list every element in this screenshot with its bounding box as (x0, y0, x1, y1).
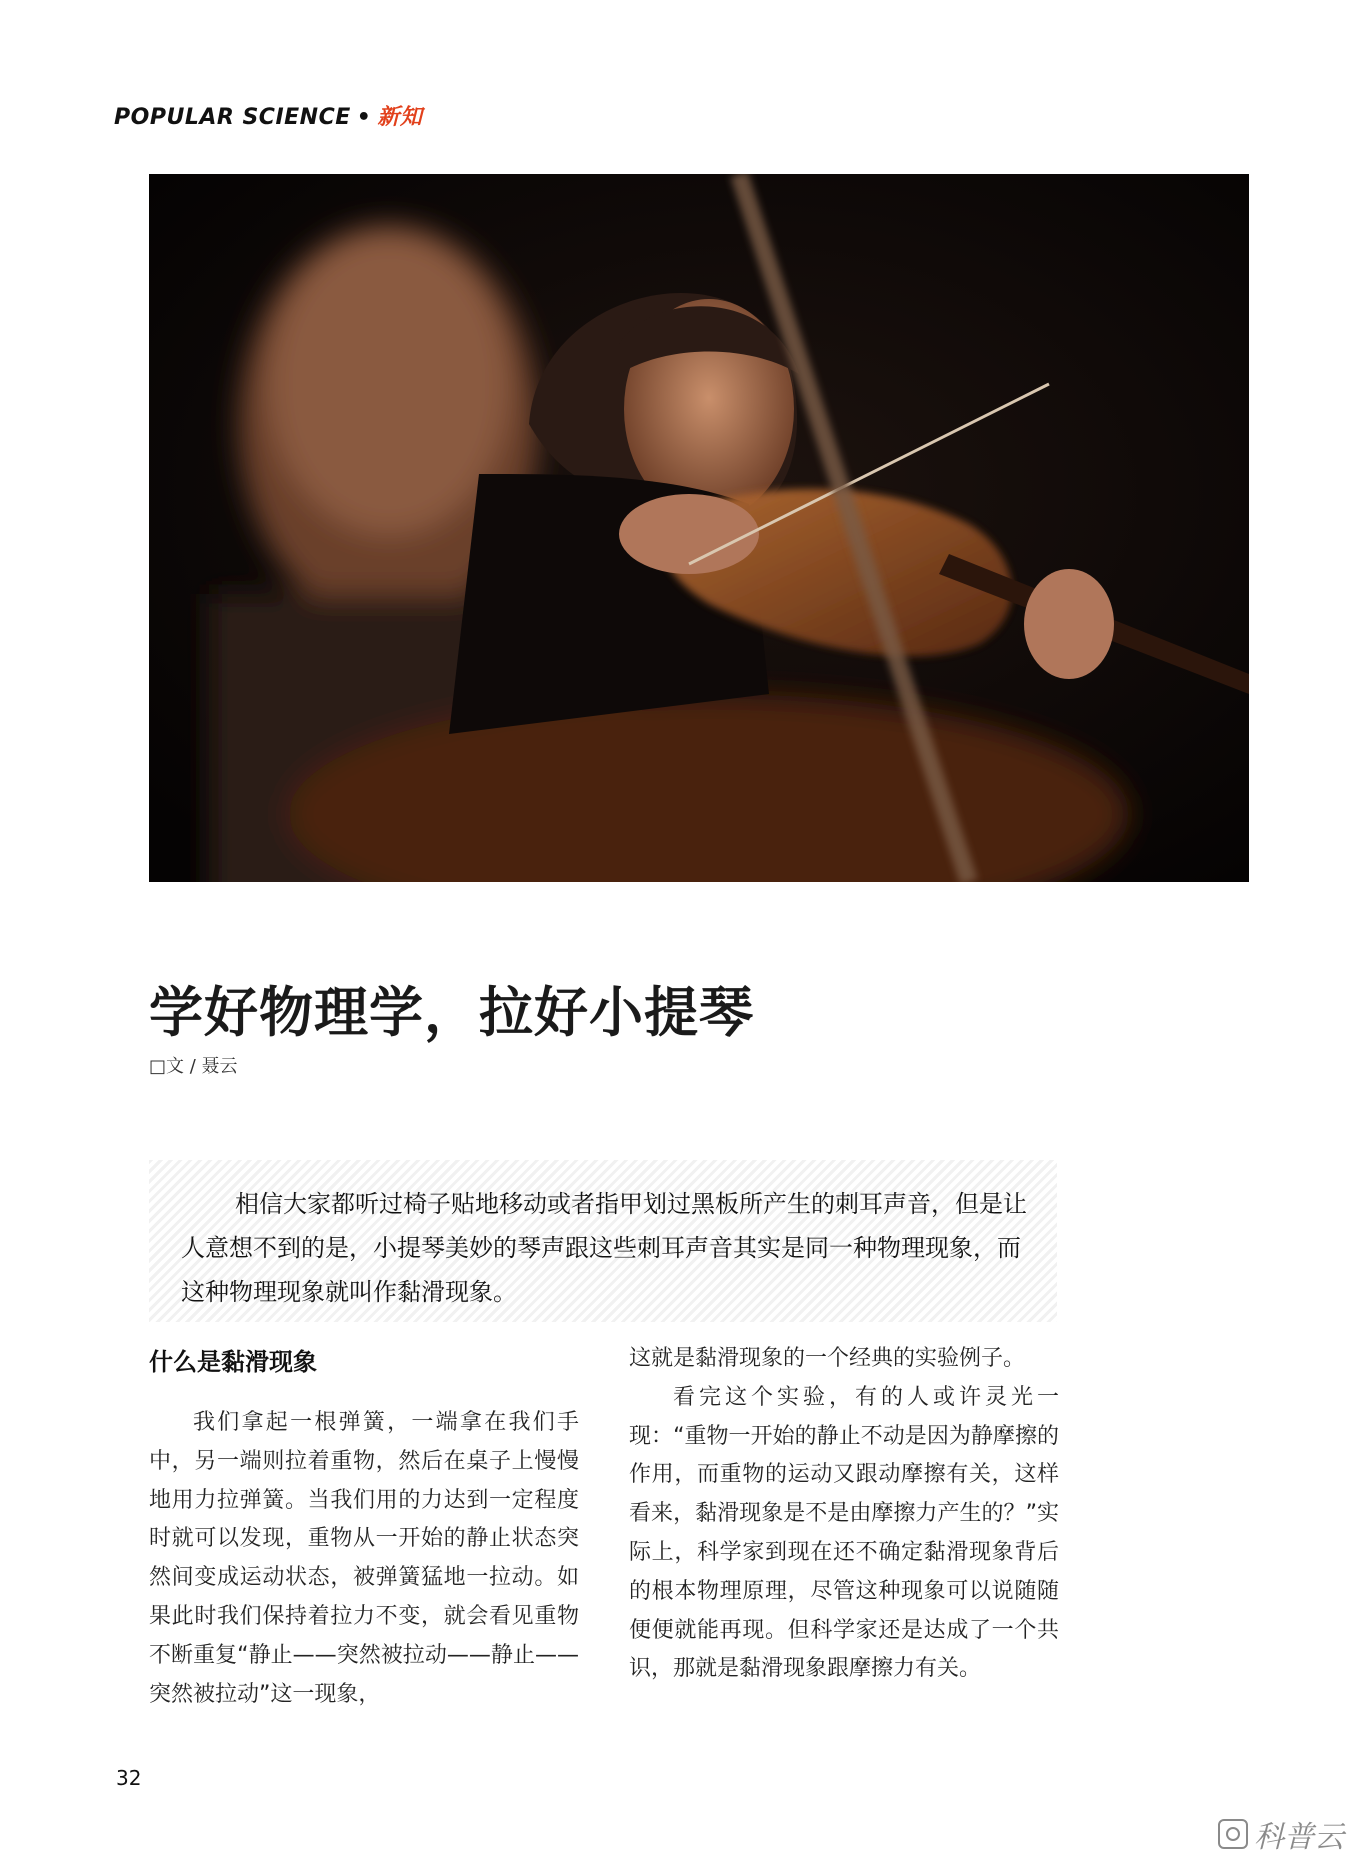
header-separator: • (356, 105, 372, 130)
body-paragraph-continued: 这就是黏滑现象的一个经典的实验例子。 (629, 1346, 1026, 1371)
watermark-text: 科普云 (1254, 1820, 1344, 1855)
section-label: 新知 (377, 105, 423, 130)
article-byline: □文 / 聂云 (149, 1056, 238, 1077)
section-heading: 什么是黏滑现象 (149, 1348, 317, 1376)
magazine-header (114, 100, 422, 131)
kepuyun-logo-icon (1218, 1819, 1248, 1849)
left-column (149, 1340, 579, 1714)
right-column (629, 1340, 1059, 1689)
lead-paragraph: 相信大家都听过椅子贴地移动或者指甲划过黑板所产生的刺耳声音，但是让人意想不到的是，小提琴美妙的琴声跟这些刺耳声音其实是同一种物理现象，而这种物理现象就叫作黏滑现象。 (181, 1190, 1027, 1306)
violinist-photo (149, 174, 1249, 882)
body-paragraph-left: 我们拿起一根弹簧，一端拿在我们手中，另一端则拉着重物，然后在桌子上慢慢地用力拉弹簧。当我们用的力达到一定程度时就可以发现，重物从一开始的静止状态突然间变成运动状态，被弹簧猛地一拉动。如果此时我们保持着拉力不变，就会看见重物不断重复“静止——突然被拉动——静止——突然被拉动”这一现象， (149, 1410, 579, 1707)
magazine-name: POPULAR SCIENCE (114, 105, 351, 130)
page-number: 32 (116, 1766, 142, 1790)
watermark (1218, 1812, 1344, 1856)
body-paragraph-right: 看完这个实验，有的人或许灵光一现：“重物一开始的静止不动是因为静摩擦的作用，而重物的运动又跟动摩擦有关，这样看来，黏滑现象是不是由摩擦力产生的？”实际上，科学家到现在还不确定黏滑现象背后的根本物理原理，尽管这种现象可以说随随便便就能再现。但科学家还是达成了一个共识，那就是黏滑现象跟摩擦力有关。 (629, 1384, 1059, 1682)
article-title: 学好物理学，拉好小提琴 (149, 981, 754, 1044)
lead-box (149, 1160, 1057, 1322)
